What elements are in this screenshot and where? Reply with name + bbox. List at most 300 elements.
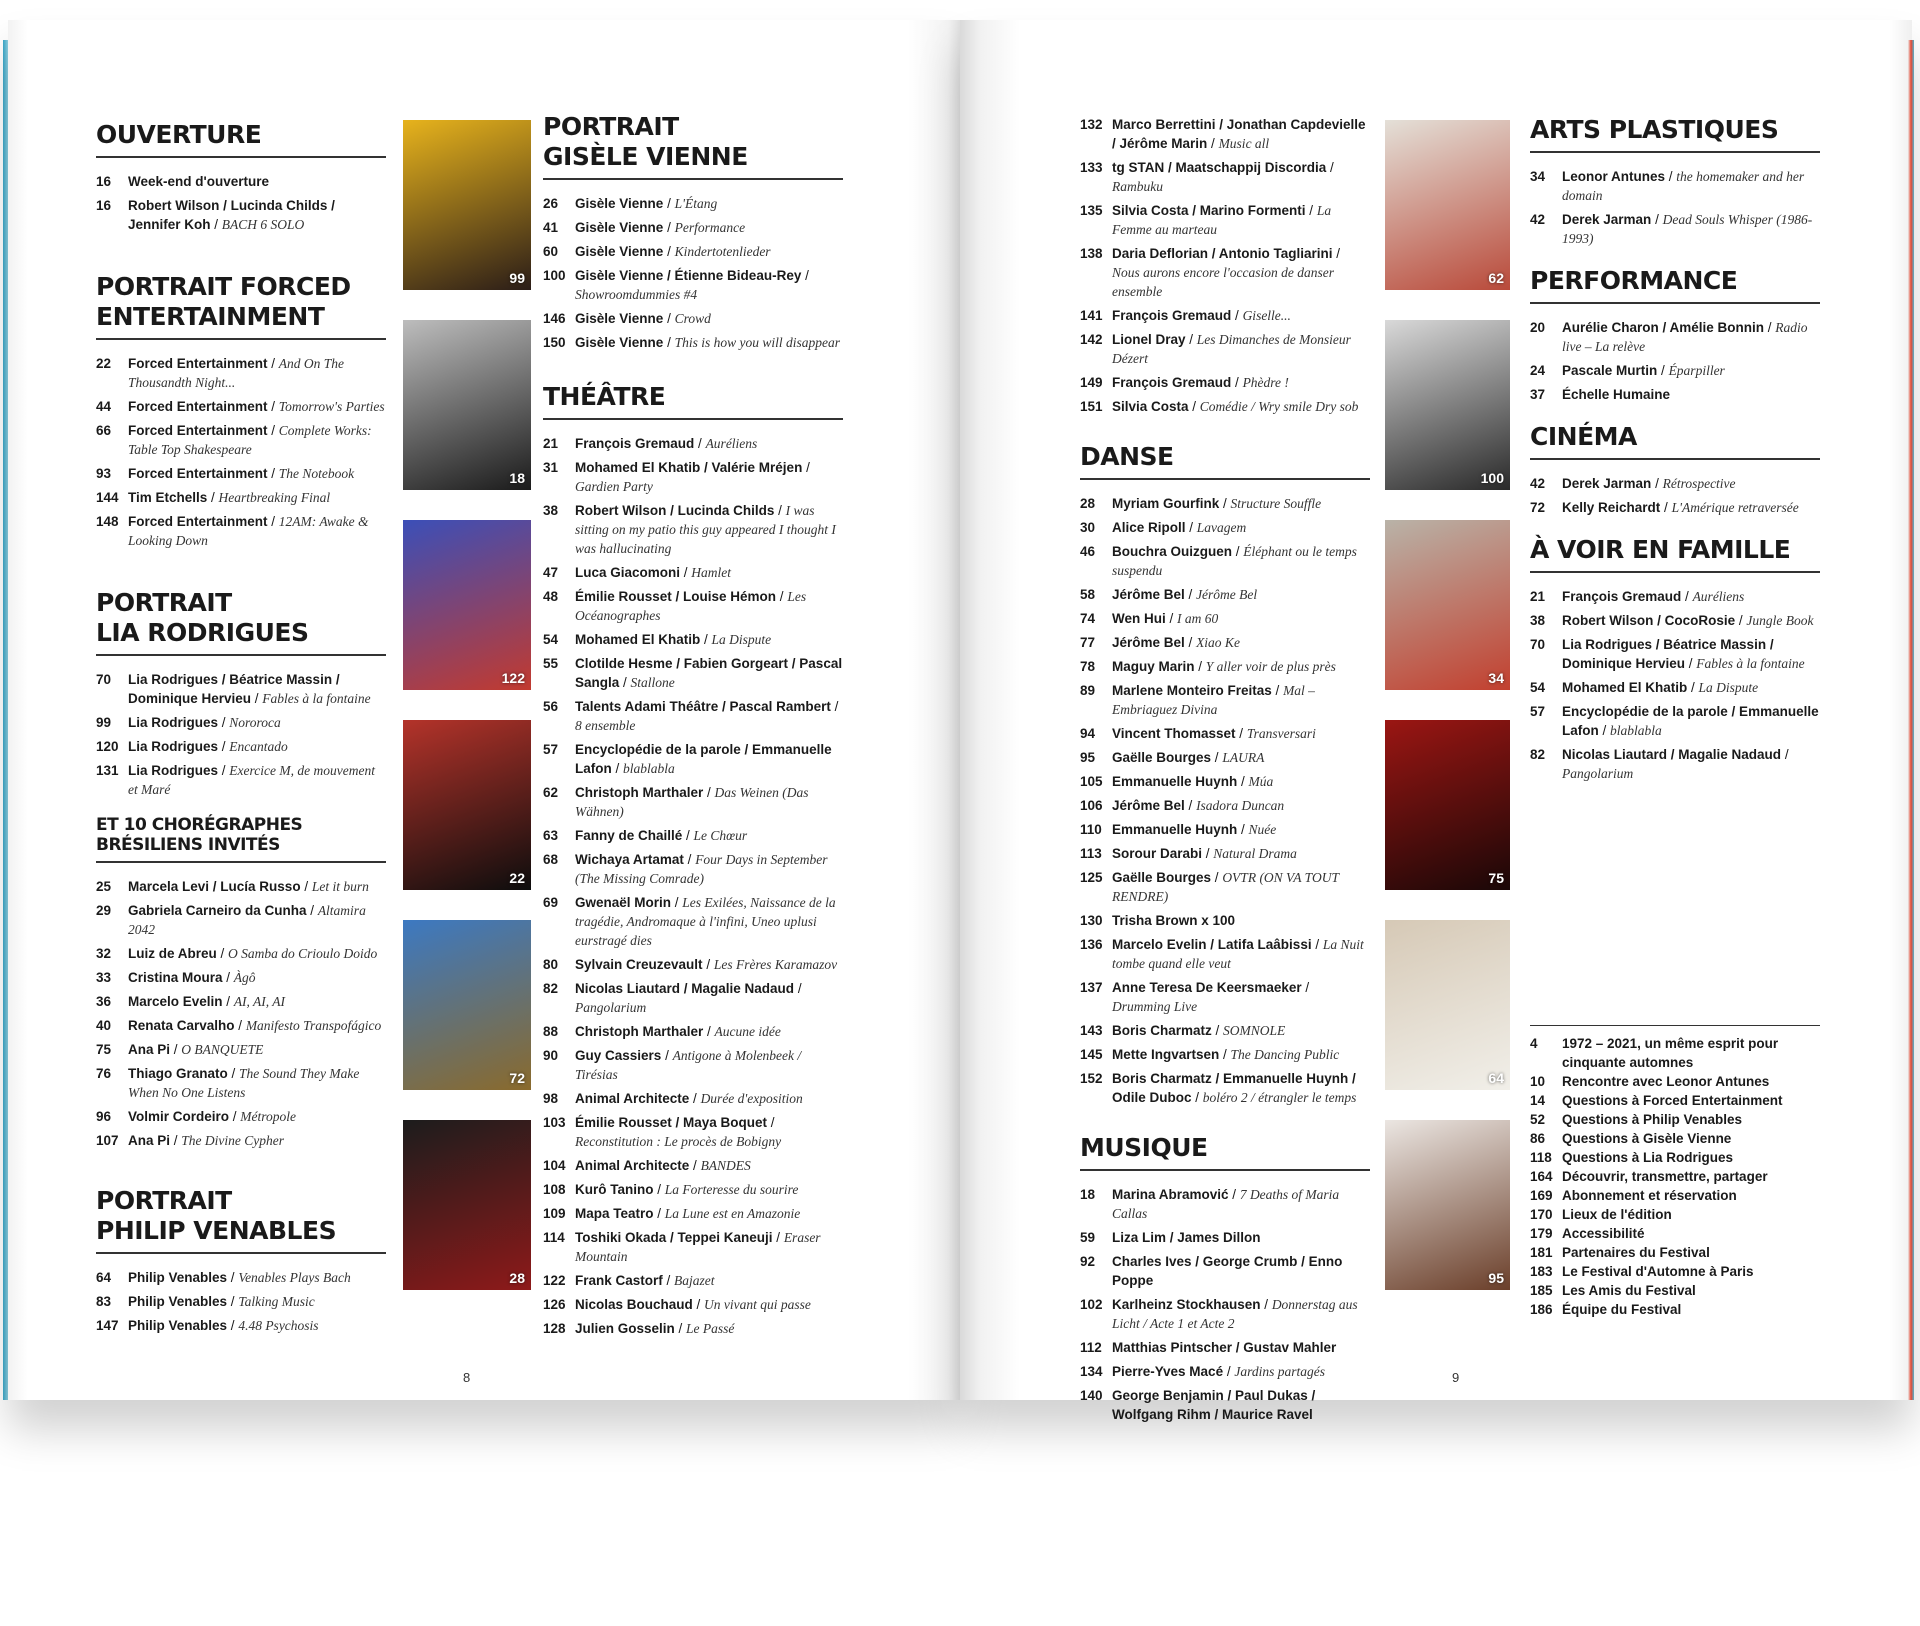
- entry-text: [575, 1271, 843, 1290]
- entry-text: [128, 1016, 386, 1035]
- separator: /: [794, 981, 802, 996]
- separator: /: [1231, 308, 1243, 323]
- separator: /: [692, 1297, 705, 1312]
- page-ref: 186: [1530, 1302, 1553, 1317]
- separator: /: [661, 1048, 673, 1063]
- page-ref: 44: [96, 399, 112, 414]
- artist-name: Gisèle Vienne: [575, 220, 664, 235]
- toc-section: [1530, 422, 1820, 517]
- work-title: Xiao Ke: [1196, 635, 1240, 650]
- separator: /: [662, 1273, 675, 1288]
- page-ref: 70: [96, 672, 112, 687]
- toc-entry: [543, 218, 843, 237]
- toc-entry: [1080, 935, 1370, 973]
- page-ref: 107: [96, 1133, 119, 1148]
- entry-text: [128, 992, 386, 1011]
- work-title: Nororoca: [229, 715, 281, 730]
- entry-text: [128, 944, 386, 963]
- toc-entry: [1080, 1069, 1370, 1107]
- toc-entry: [1080, 1252, 1370, 1290]
- entry-text: [575, 501, 843, 558]
- index-title: Équipe du Festival: [1562, 1302, 1682, 1317]
- work-title: Natural Drama: [1213, 846, 1297, 861]
- toc-entry: [1080, 115, 1370, 153]
- entry-text: [575, 783, 843, 821]
- separator: /: [234, 1018, 246, 1033]
- toc-section: [543, 112, 843, 352]
- entry-text: [1112, 609, 1370, 628]
- section-rule: [1080, 478, 1370, 480]
- page-ref: 34: [1530, 169, 1546, 184]
- toc-entry: [543, 955, 843, 974]
- toc-entry: [1530, 611, 1820, 630]
- section-heading: THÉÂTRE: [543, 382, 666, 411]
- entry-text: [128, 1040, 386, 1059]
- page-ref: 131: [96, 763, 119, 778]
- toc-entry: [543, 242, 843, 261]
- entry-text: [128, 464, 386, 483]
- section-heading: PORTRAIT LIA RODRIGUES: [96, 588, 309, 647]
- toc-entry: [96, 464, 386, 483]
- entry-text: [575, 654, 843, 692]
- entry-text: [1112, 1069, 1370, 1107]
- work-title: Les Dimanches de Monsieur Dézert: [1112, 332, 1351, 366]
- page-ref: 47: [543, 565, 559, 580]
- separator: /: [1660, 500, 1672, 515]
- toc-entry: [1530, 702, 1820, 740]
- page-ref: 40: [96, 1018, 112, 1033]
- page-ref: 128: [543, 1321, 566, 1336]
- photo-page-badge: 22: [509, 870, 525, 886]
- entry-text: [1562, 474, 1820, 493]
- work-title: Jérôme Bel: [1196, 587, 1258, 602]
- entry-text: [128, 1107, 386, 1126]
- toc-entry: [96, 944, 386, 963]
- page-ref: 4: [1530, 1036, 1538, 1051]
- toc-entry: [543, 309, 843, 328]
- separator: /: [227, 1294, 239, 1309]
- artist-name: Lia Rodrigues / Béatrice Massin / Dominique Hervieu: [128, 672, 340, 706]
- page-ref: 125: [1080, 870, 1103, 885]
- artist-name: Jérôme Bel: [1112, 635, 1185, 650]
- artist-name: Jérôme Bel: [1112, 587, 1185, 602]
- work-title: Durée d'exposition: [700, 1091, 803, 1106]
- entry-text: [575, 1022, 843, 1041]
- toc-entry: [543, 1089, 843, 1108]
- page-ref: 151: [1080, 399, 1103, 414]
- page-ref: 18: [1080, 1187, 1096, 1202]
- separator: /: [1685, 656, 1697, 671]
- entry-text: [1112, 373, 1370, 392]
- photo-64: [1385, 920, 1510, 1090]
- artist-name: Wichaya Artamat: [575, 852, 684, 867]
- toc-entry: [543, 587, 843, 625]
- page-ref: 88: [543, 1024, 559, 1039]
- work-title: The Sound They Make When No One Listens: [128, 1066, 360, 1100]
- work-title: Les Océanographes: [575, 589, 807, 623]
- entry-text: [1112, 397, 1370, 416]
- artist-name: Leonor Antunes: [1562, 169, 1665, 184]
- separator: /: [702, 957, 714, 972]
- section-rule: [1530, 151, 1820, 153]
- work-title: Isadora Duncan: [1196, 798, 1285, 813]
- artist-name: Mapa Teatro: [575, 1206, 654, 1221]
- artist-name: Robert Wilson / Lucinda Childs / Jennifer Koh: [128, 198, 335, 232]
- artist-name: Pascale Murtin: [1562, 363, 1658, 378]
- photo-75: [1385, 720, 1510, 890]
- entry-text: [128, 761, 386, 799]
- toc-entry: [1080, 244, 1370, 301]
- separator: /: [1598, 723, 1611, 738]
- work-title: Pangolarium: [575, 1000, 647, 1015]
- separator: /: [663, 244, 675, 259]
- page-ref: 57: [1530, 704, 1546, 719]
- artist-name: Marcela Levi / Lucía Russo: [128, 879, 301, 894]
- artist-name: Nicolas Liautard / Magalie Nadaud: [1562, 747, 1782, 762]
- separator: /: [1194, 659, 1206, 674]
- section-rule: [96, 654, 386, 656]
- page-ref: 24: [1530, 363, 1546, 378]
- page-ref: 86: [1530, 1131, 1546, 1146]
- page-ref: 179: [1530, 1226, 1553, 1241]
- separator: /: [1231, 375, 1243, 390]
- page-ref: 21: [543, 436, 559, 451]
- artist-name: Animal Architecte: [575, 1091, 690, 1106]
- separator: /: [1657, 363, 1669, 378]
- page-ref: 142: [1080, 332, 1103, 347]
- page-number-left: 8: [463, 1370, 471, 1385]
- artist-name: Gisèle Vienne: [575, 196, 664, 211]
- artist-name: tg STAN / Maatschappij Discordia: [1112, 160, 1327, 175]
- separator: /: [1687, 680, 1699, 695]
- separator: /: [682, 828, 694, 843]
- work-title: La Lune est en Amazonie: [664, 1206, 801, 1221]
- separator: /: [170, 1042, 182, 1057]
- toc-entry: [1080, 397, 1370, 416]
- artist-name: Boris Charmatz: [1112, 1023, 1212, 1038]
- work-title: I am 60: [1177, 611, 1219, 626]
- artist-name: Alice Ripoll: [1112, 520, 1186, 535]
- entry-text: [1112, 633, 1370, 652]
- work-title: 12AM: Awake & Looking Down: [128, 514, 369, 548]
- work-title: Éparpiller: [1668, 363, 1725, 378]
- separator: /: [1235, 726, 1247, 741]
- work-title: This is how you will disappear: [674, 335, 840, 350]
- cover-edge-right: [1908, 40, 1914, 1400]
- toc-section: [1530, 535, 1820, 783]
- page-ref: 38: [543, 503, 559, 518]
- work-title: I was sitting on my patio this guy appeared I thought I was hallucinating: [575, 503, 836, 556]
- work-title: Stallone: [630, 675, 675, 690]
- work-title: La Forteresse du sourire: [664, 1182, 799, 1197]
- index-entry: [1530, 1072, 1820, 1091]
- entry-text: [1112, 1045, 1370, 1064]
- artist-name: François Gremaud: [575, 436, 695, 451]
- index-title: Questions à Forced Entertainment: [1562, 1093, 1783, 1108]
- page-ref: 95: [1080, 750, 1096, 765]
- work-title: Antigone à Molenbeek / Tirésias: [575, 1048, 802, 1082]
- page-ref: 135: [1080, 203, 1103, 218]
- artist-name: Lia Rodrigues / Béatrice Massin / Dominique Hervieu: [1562, 637, 1774, 671]
- separator: /: [1232, 544, 1244, 559]
- separator: /: [1184, 798, 1197, 813]
- index-title: Partenaires du Festival: [1562, 1245, 1710, 1260]
- page-ref: 133: [1080, 160, 1103, 175]
- toc-entry: [96, 1131, 386, 1150]
- photo-122: [403, 520, 531, 690]
- entry-text: [1112, 1338, 1370, 1357]
- artist-name: Gwenaël Morin: [575, 895, 672, 910]
- artist-name: Ana Pi: [128, 1133, 171, 1148]
- separator: /: [663, 311, 675, 326]
- artist-name: Encyclopédie de la parole / Emmanuelle Lafon: [1562, 704, 1819, 738]
- toc-entry: [1530, 745, 1820, 783]
- toc-entry: [96, 421, 386, 459]
- artist-name: Ana Pi: [128, 1042, 171, 1057]
- artist-name: Marco Berrettini / Jonathan Capdevielle / Jérôme Marin: [1112, 117, 1366, 151]
- separator: /: [218, 739, 230, 754]
- entry-text: [1112, 330, 1370, 368]
- toc-entry: [1530, 474, 1820, 493]
- separator: /: [1326, 160, 1334, 175]
- entry-text: [1562, 611, 1820, 630]
- toc-entry: [1530, 678, 1820, 697]
- artist-name: Animal Architecte: [575, 1158, 690, 1173]
- artist-name: Matthias Pintscher / Gustav Mahler: [1112, 1340, 1337, 1355]
- artist-name: Tim Etchells: [128, 490, 208, 505]
- artist-name: Nicolas Liautard / Magalie Nadaud: [575, 981, 795, 996]
- separator: /: [251, 691, 263, 706]
- entry-text: [1112, 244, 1370, 301]
- page-ref: 130: [1080, 913, 1103, 928]
- toc-entry: [543, 194, 843, 213]
- entry-text: [1112, 1185, 1370, 1223]
- photo-100: [1385, 320, 1510, 490]
- artist-name: Marina Abramović: [1112, 1187, 1229, 1202]
- page-ref: 59: [1080, 1230, 1096, 1245]
- work-title: Múa: [1248, 774, 1274, 789]
- separator: /: [1188, 399, 1200, 414]
- separator: /: [210, 217, 222, 232]
- entry-text: [1112, 681, 1370, 719]
- index-entry: [1530, 1091, 1820, 1110]
- entry-text: [575, 194, 843, 213]
- page-ref: 54: [543, 632, 559, 647]
- work-title: The Dancing Public: [1230, 1047, 1340, 1062]
- page-ref: 105: [1080, 774, 1103, 789]
- work-title: the homemaker and her domain: [1562, 169, 1805, 203]
- artist-name: Julien Gosselin: [575, 1321, 675, 1336]
- artist-name: Marcelo Evelin / Latifa Laâbissi: [1112, 937, 1312, 952]
- entry-text: [575, 1204, 843, 1223]
- work-title: Talking Music: [238, 1294, 315, 1309]
- toc-entry: [96, 670, 386, 708]
- artist-name: Forced Entertainment: [128, 356, 268, 371]
- page-ref: 16: [96, 174, 112, 189]
- page-ref: 33: [96, 970, 112, 985]
- page-ref: 108: [543, 1182, 566, 1197]
- page-ref: 76: [96, 1066, 112, 1081]
- work-title: Das Weinen (Das Wähnen): [575, 785, 809, 819]
- work-title: LAURA: [1222, 750, 1265, 765]
- section-heading: À VOIR EN FAMILLE: [1530, 535, 1791, 564]
- section-heading: CINÉMA: [1530, 422, 1637, 451]
- index-entry: [1530, 1110, 1820, 1129]
- page-ref: 132: [1080, 117, 1103, 132]
- toc-entry: [543, 333, 843, 352]
- separator: /: [663, 220, 675, 235]
- page-ref: 93: [96, 466, 112, 481]
- section-rule: [96, 1252, 386, 1254]
- index-entry: [1530, 1186, 1820, 1205]
- toc-entry: [96, 512, 386, 550]
- work-title: Àgô: [233, 970, 256, 985]
- separator: /: [1764, 320, 1776, 335]
- entry-text: [575, 333, 843, 352]
- separator: /: [653, 1206, 665, 1221]
- index-entry: [1530, 1129, 1820, 1148]
- toc-entry: [1530, 167, 1820, 205]
- section-rule: [543, 418, 843, 420]
- entry-text: [128, 421, 386, 459]
- entry-text: [1112, 1252, 1370, 1290]
- separator: /: [1211, 870, 1223, 885]
- page-ref: 98: [543, 1091, 559, 1106]
- entry-text: [128, 877, 386, 896]
- artist-name: Mohamed El Khatib / Valérie Mréjen: [575, 460, 803, 475]
- index-entry: [1530, 1224, 1820, 1243]
- page-ref: 21: [1530, 589, 1546, 604]
- work-title: Giselle...: [1242, 308, 1291, 323]
- toc-section: [96, 272, 386, 550]
- work-title: The Notebook: [278, 466, 355, 481]
- page-ref: 150: [543, 335, 566, 350]
- separator: /: [1185, 520, 1197, 535]
- entry-text: [575, 955, 843, 974]
- work-title: Métropole: [240, 1109, 297, 1124]
- section-rule: [1530, 458, 1820, 460]
- entry-text: [128, 488, 386, 507]
- work-title: La Femme au marteau: [1112, 203, 1332, 237]
- artist-name: Échelle Humaine: [1562, 387, 1671, 402]
- work-title: boléro 2 / étrangler le temps: [1202, 1090, 1357, 1105]
- artist-name: George Benjamin / Paul Dukas / Wolfgang Rihm / Maurice Ravel: [1112, 1388, 1316, 1422]
- page-ref: 82: [1530, 747, 1546, 762]
- index-entry: [1530, 1262, 1820, 1281]
- entry-text: [1112, 115, 1370, 153]
- entry-text: [1562, 210, 1820, 248]
- separator: /: [700, 632, 712, 647]
- index-entry: [1530, 1034, 1820, 1072]
- entry-text: [575, 1113, 843, 1151]
- toc-entry: [543, 630, 843, 649]
- page-ref: 143: [1080, 1023, 1103, 1038]
- page-ref: 72: [1530, 500, 1546, 515]
- separator: /: [689, 1158, 701, 1173]
- index-entry: [1530, 1300, 1820, 1319]
- section-rule: [543, 178, 843, 180]
- toc-entry: [1080, 772, 1370, 791]
- toc-section: [1080, 115, 1370, 416]
- separator: /: [227, 1066, 240, 1081]
- work-title: BANDES: [700, 1158, 751, 1173]
- toc-entry: [1080, 1295, 1370, 1333]
- entry-text: [575, 218, 843, 237]
- separator: /: [1219, 1047, 1231, 1062]
- entry-text: [575, 1089, 843, 1108]
- photo-page-badge: 99: [509, 270, 525, 286]
- artist-name: Kurô Tanino: [575, 1182, 654, 1197]
- section-rule: [96, 156, 386, 158]
- work-title: Tomorrow's Parties: [278, 399, 385, 414]
- section-heading: OUVERTURE: [96, 120, 262, 149]
- separator: /: [267, 399, 279, 414]
- work-title: Eraser Mountain: [575, 1230, 821, 1264]
- page-ref: 56: [543, 699, 559, 714]
- photo-22: [403, 720, 531, 890]
- separator: /: [663, 196, 675, 211]
- toc-entry: [1080, 201, 1370, 239]
- index-list: [1530, 1025, 1820, 1319]
- photo-62: [1385, 120, 1510, 290]
- section-heading: PERFORMANCE: [1530, 266, 1738, 295]
- toc-entry: [1080, 633, 1370, 652]
- toc-entry: [96, 172, 386, 191]
- work-title: Phèdre !: [1242, 375, 1289, 390]
- artist-name: Gabriela Carneiro da Cunha: [128, 903, 307, 918]
- artist-name: Gisèle Vienne: [575, 335, 664, 350]
- entry-text: [575, 697, 843, 735]
- separator: /: [222, 970, 234, 985]
- page-ref: 149: [1080, 375, 1103, 390]
- separator: /: [227, 1270, 239, 1285]
- entry-text: [575, 740, 843, 778]
- separator: /: [830, 699, 839, 714]
- separator: /: [216, 946, 229, 961]
- work-title: L'Amérique retraversée: [1671, 500, 1799, 515]
- work-title: Music all: [1218, 136, 1270, 151]
- artist-name: Sorour Darabi: [1112, 846, 1203, 861]
- entry-text: [1562, 498, 1820, 517]
- entry-text: [128, 512, 386, 550]
- artist-name: Mette Ingvartsen: [1112, 1047, 1220, 1062]
- toc-entry: [1080, 330, 1370, 368]
- toc-section: [1080, 1133, 1370, 1424]
- artist-name: Robert Wilson / CocoRosie: [1562, 613, 1736, 628]
- entry-text: [1562, 167, 1820, 205]
- work-title: Nuée: [1248, 822, 1277, 837]
- separator: /: [671, 895, 683, 910]
- entry-text: [128, 901, 386, 939]
- work-title: The Divine Cypher: [181, 1133, 285, 1148]
- entry-text: [1112, 1386, 1370, 1424]
- artist-name: Émilie Rousset / Maya Boquet: [575, 1115, 768, 1130]
- photo-page-badge: 95: [1488, 1270, 1504, 1286]
- work-title: Kindertotenlieder: [674, 244, 771, 259]
- toc-entry: [543, 1271, 843, 1290]
- page-ref: 70: [1530, 637, 1546, 652]
- toc-entry: [543, 266, 843, 304]
- page-ref: 38: [1530, 613, 1546, 628]
- page-ref: 109: [543, 1206, 566, 1221]
- toc-entry: [1080, 1021, 1370, 1040]
- page-ref: 46: [1080, 544, 1096, 559]
- page-ref: 37: [1530, 387, 1546, 402]
- toc-entry: [96, 1292, 386, 1311]
- section-heading: DANSE: [1080, 442, 1174, 471]
- entry-text: [1112, 1228, 1370, 1247]
- work-title: Auréliens: [705, 436, 758, 451]
